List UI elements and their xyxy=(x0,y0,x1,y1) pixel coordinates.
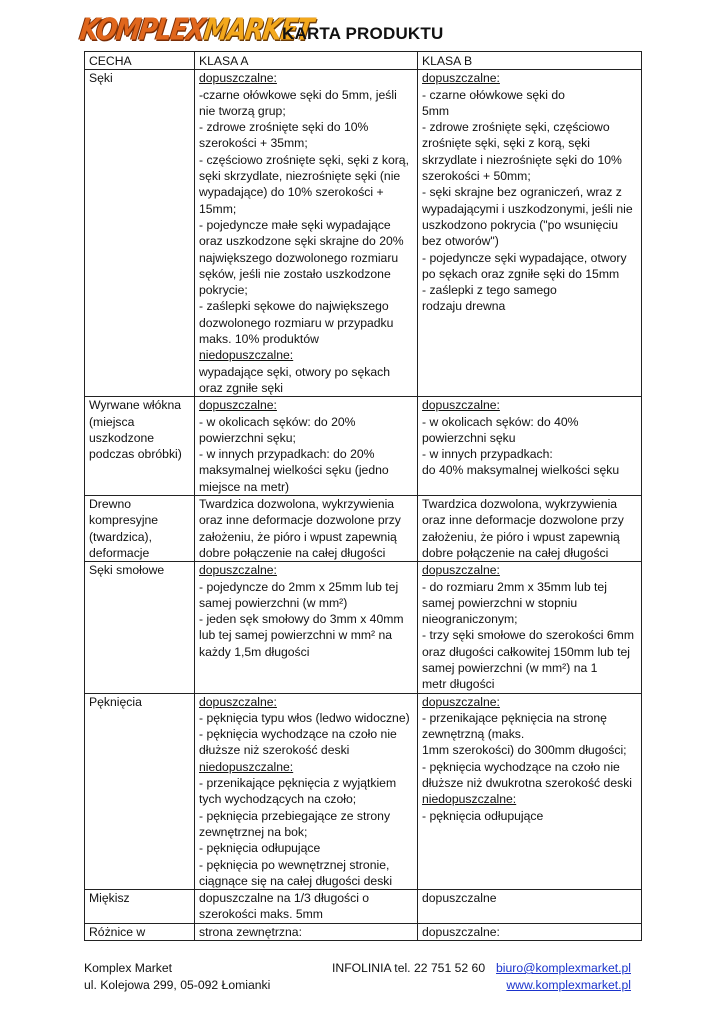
table-body xyxy=(85,70,642,941)
spec-line: - sęki skrajne bez ograniczeń, wraz z wypadającymi i uszkodzonymi, jeśli nie uszkodzono pokrycia ("po wsunięciu bez otworów") xyxy=(422,185,633,249)
spec-line: rodzaju drewna xyxy=(422,299,506,314)
spec-line: - pęknięcia odłupujące xyxy=(199,841,321,856)
spec-line: - pęknięcia po wewnętrznej stronie, ciągnące się na całej długości deski xyxy=(199,857,393,888)
column-header-class-b: KLASA B xyxy=(418,52,642,70)
table-row xyxy=(85,890,642,924)
spec-line: - zaślepki z tego samego xyxy=(422,283,557,298)
section-label: niedopuszczalne: xyxy=(199,759,294,774)
spec-line: -czarne ołówkowe sęki do 5mm, jeśli nie tworzą grup; xyxy=(199,87,397,118)
spec-line: - zdrowe zrośnięte sęki do 10% szerokości + 35mm; xyxy=(199,120,369,151)
cell-class-b xyxy=(418,693,642,890)
section-label: dopuszczalne: xyxy=(199,563,277,578)
spec-line: dopuszczalne na 1/3 długości o szerokości maks. 5mm xyxy=(199,891,370,922)
table-header-row xyxy=(85,52,642,70)
section-label: niedopuszczalne: xyxy=(422,792,517,807)
footer-website-link[interactable]: www.komplexmarket.pl xyxy=(506,978,631,992)
table-row xyxy=(85,397,642,496)
spec-line: Twardzica dozwolona, wykrzywienia oraz inne deformacje dozwolone przy założeniu, że pióro i wpust zapewnią dobre połączenie na całej długości xyxy=(199,497,401,560)
spec-line: - w innych przypadkach: xyxy=(422,447,553,462)
column-header-class-a: KLASA A xyxy=(195,52,418,70)
cell-feature: Różnice w xyxy=(85,923,195,940)
section-label: dopuszczalne: xyxy=(199,694,277,709)
spec-line: strona zewnętrzna: xyxy=(199,924,302,939)
cell-class-a xyxy=(195,923,418,940)
spec-line: - w okolicach sęków: do 40% powierzchni sęku xyxy=(422,414,579,445)
footer-email-link[interactable]: biuro@komplexmarket.pl xyxy=(496,961,631,975)
cell-class-a xyxy=(195,562,418,693)
footer-company-name: Komplex Market xyxy=(84,961,173,975)
table-row xyxy=(85,70,642,397)
page-title: KARTA PRODUKTU xyxy=(282,24,444,43)
spec-line: - pojedyncze małe sęki wypadające oraz uszkodzone sęki skrajne do 20% największego dozwolonego rozmiaru sęków, jeśli nie zostało uszkodzone pokrycie; xyxy=(199,217,404,298)
spec-line: - częściowo zrośnięte sęki, sęki z korą, sęki skrzydlate, niezrośnięte sęki (nie wypadające) do 10% szerokości + 15mm; xyxy=(199,152,409,216)
spec-line: - pojedyncze sęki wypadające, otwory po sękach oraz zgniłe sęki do 15mm xyxy=(422,250,627,281)
spec-line: 5mm xyxy=(422,103,450,118)
spec-line: dopuszczalne: xyxy=(422,924,500,939)
spec-line: - przenikające pęknięcia z wyjątkiem tych wychodzących na czoło; xyxy=(199,776,397,807)
footer-hotline: INFOLINIA tel. 22 751 52 60 xyxy=(332,961,486,975)
logo-text-komplex: KOMPLEX xyxy=(77,11,207,47)
section-label: dopuszczalne: xyxy=(199,398,277,413)
spec-line: - do rozmiaru 2mm x 35mm lub tej samej powierzchni w stopniu nieograniczonym; xyxy=(422,579,607,627)
spec-line: - pęknięcia typu włos (ledwo widoczne) xyxy=(199,710,410,725)
section-label: niedopuszczalne: xyxy=(199,348,294,363)
section-label: dopuszczalne: xyxy=(422,694,500,709)
cell-feature: Pęknięcia xyxy=(85,693,195,890)
spec-line: - zaślepki sękowe do największego dozwolonego rozmiaru w przypadku maks. 10% produktów xyxy=(199,299,394,347)
section-label: dopuszczalne: xyxy=(422,71,500,86)
spec-line: metr długości xyxy=(422,677,495,692)
spec-line: - przenikające pęknięcia na stronę zewnętrzną (maks. xyxy=(422,710,607,742)
spec-line: Twardzica dozwolona, wykrzywienia oraz inne deformacje dozwolone przy założeniu, że pióro i wpust zapewnią dobre połączenie na całej długości xyxy=(422,497,624,560)
cell-class-a xyxy=(195,70,418,397)
section-label: dopuszczalne: xyxy=(199,71,277,86)
logo-text-market: MARKET xyxy=(201,11,315,47)
cell-feature: Drewno kompresyjne (twardzica), deformacje xyxy=(85,496,195,562)
spec-line: - w okolicach sęków: do 20% powierzchni sęku; xyxy=(199,414,356,445)
cell-feature: Sęki smołowe xyxy=(85,562,195,693)
spec-line: do 40% maksymalnej wielkości sęku xyxy=(422,463,620,478)
cell-feature: Sęki xyxy=(85,70,195,397)
spec-line: - zdrowe zrośnięte sęki, częściowo zrośnięte sęki, sęki z korą, sęki skrzydlate i niezrośnięte sęki do 10% szerokości + 50mm; xyxy=(422,120,622,184)
section-label: dopuszczalne: xyxy=(422,563,500,578)
spec-line: - jeden sęk smołowy do 3mm x 40mm lub tej samej powierzchni w mm² na każdy 1,5m długości xyxy=(199,612,404,659)
spec-line: - pęknięcia przebiegające ze strony zewnętrznej na bok; xyxy=(199,808,391,839)
spec-line: - pojedyncze do 2mm x 25mm lub tej samej powierzchni (w mm²) xyxy=(199,579,399,610)
spec-line: - trzy sęki smołowe do szerokości 6mm oraz długości całkowitej 150mm lub tej samej powierzchni (w mm²) na 1 xyxy=(422,628,634,675)
cell-class-b xyxy=(418,496,642,562)
cell-class-b xyxy=(418,562,642,693)
cell-class-a xyxy=(195,496,418,562)
table-row xyxy=(85,562,642,693)
cell-class-b xyxy=(418,70,642,397)
spec-line: dopuszczalne xyxy=(422,891,497,906)
cell-feature: Miękisz xyxy=(85,890,195,924)
cell-feature: Wyrwane włókna (miejsca uszkodzone podczas obróbki) xyxy=(85,397,195,496)
table-row xyxy=(85,496,642,562)
table-row xyxy=(85,693,642,890)
cell-class-b xyxy=(418,397,642,496)
spec-line: - pęknięcia wychodzące na czoło nie dłuższe niż szerokość deski xyxy=(199,727,397,758)
cell-class-b xyxy=(418,923,642,940)
section-label: dopuszczalne: xyxy=(422,398,500,413)
cell-class-a xyxy=(195,397,418,496)
product-spec-table xyxy=(84,51,642,941)
company-logo xyxy=(77,11,315,47)
spec-line: - w innych przypadkach: do 20% maksymalnej wielkości sęku (jedno miejsce na metr) xyxy=(199,447,389,494)
cell-class-a xyxy=(195,693,418,890)
spec-line: - pęknięcia odłupujące xyxy=(422,808,544,823)
column-header-feature: CECHA xyxy=(85,52,195,70)
spec-line: - czarne ołówkowe sęki do xyxy=(422,87,565,102)
cell-class-b xyxy=(418,890,642,924)
table-row xyxy=(85,923,642,940)
cell-class-a xyxy=(195,890,418,924)
spec-line: 1mm szerokości) do 300mm długości; xyxy=(422,743,627,758)
footer-address: ul. Kolejowa 299, 05-092 Łomianki xyxy=(84,978,271,992)
spec-line: - pęknięcia wychodzące na czoło nie dłuższe niż dwukrotna szerokość deski xyxy=(422,759,632,791)
spec-line: wypadające sęki, otwory po sękach oraz zgniłe sęki xyxy=(199,364,391,395)
